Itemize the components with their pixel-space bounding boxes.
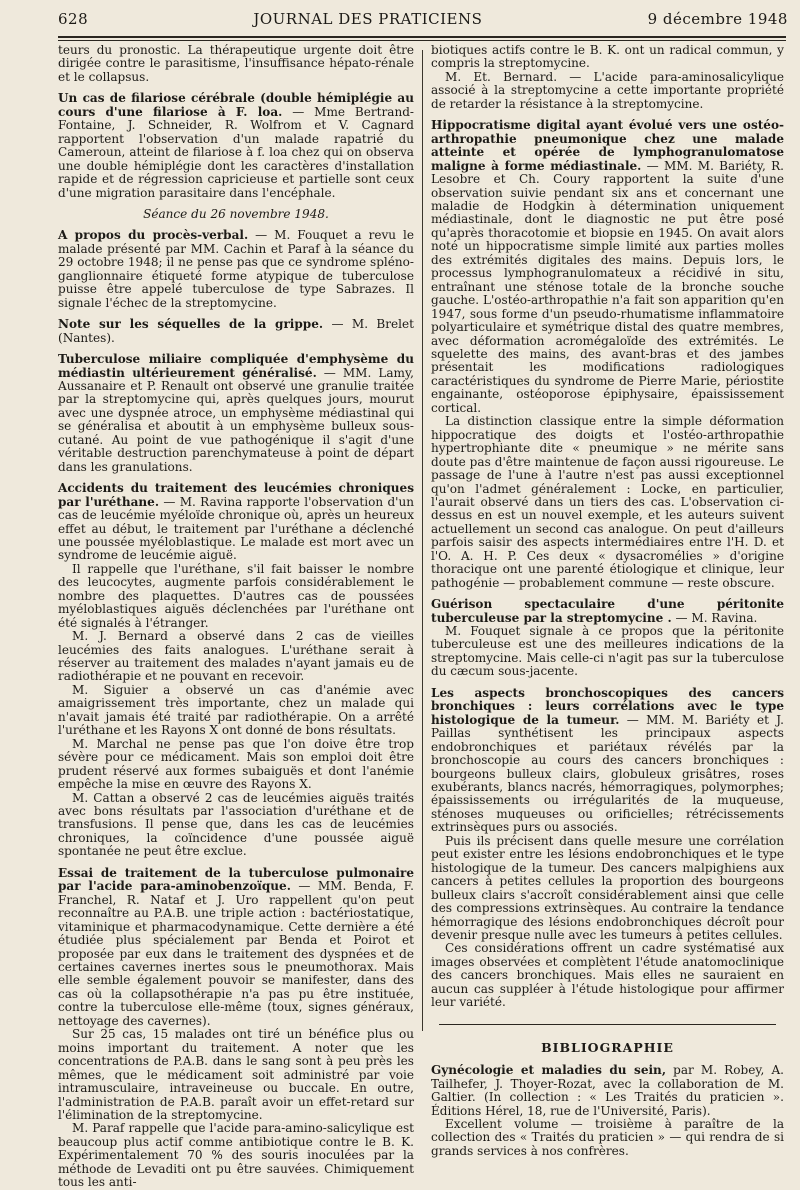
- entry-text: M. Fouquet signale à ce propos que la péritonite tuberculeuse est une des meilleures indications de la streptomycine. Mais celle-ci n'agit pas sur la tuberculose du cæcum sous-jacente.: [431, 624, 784, 679]
- section-rule: [439, 1024, 776, 1025]
- entry-text: — MM. Lamy, Aussanaire et P. Renault ont observé une granulie traitée par la streptomycine qui, après quelques jours, mourut avec une dyspnée atroce, un emphysème médiastinal qui se généralisa et aboutit à un emphysème bulleux sous-cutané. Au point de vue pathogénique il s'agit d'une véritable destruction parenchymateuse à point de départ dans les granulations.: [58, 365, 414, 474]
- paragraph: [431, 415, 784, 590]
- entry-text: teurs du pronostic. La thérapeutique urgente doit être dirigée contre le parasitisme, l'insuffisance hépato-rénale et le collapsus.: [58, 43, 414, 84]
- paragraph: [58, 1028, 414, 1122]
- paragraph: [58, 684, 414, 738]
- paragraph: [431, 625, 784, 679]
- header-rule: [58, 36, 786, 38]
- paragraph: [58, 563, 414, 630]
- entry-heading: Les aspects bronchoscopiques des cancers bronchiques : leurs corrélations avec le type histologique de la tumeur.: [431, 685, 784, 727]
- entry-heading: Un cas de filariose cérébrale (double hémiplégie au cours d'une filariose à F. loa.: [58, 91, 414, 119]
- entry-text: M. Cattan a observé 2 cas de leucémies aiguës traités avec bons résultats par l'association d'uréthane et de transfusions. Il pense que, dans les cas de leucémies chroniques, la coïncidence d'une poussée aiguë spontanée ne peut être exclue.: [58, 790, 414, 859]
- entry-text: — M. Fouquet a revu le malade présenté par MM. Cachin et Paraf à la séance du 29 octobre 1948; il ne pense pas que ce syndrome spléno-ganglionnaire étiqueté forme atypique de tuberculose puisse être appelé tuberculose de type Sabrazes. Il signale l'échec de la streptomycine.: [58, 228, 414, 310]
- entry-text: BIBLIOGRAPHIE: [541, 1039, 674, 1055]
- entry-text: La distinction classique entre la simple déformation hippocratique des doigts et l'ostéo-arthropathie hypertrophiante dite « pneumique » ne mérite sans doute pas d'être maintenue de façon aussi rigoureuse. Le passage de l'une à l'autre n'est pas aussi exceptionnel qu'on l'admet généralement : Locke, en particulier, l'aurait observé dans un tiers des cas. L'observation ci-dessus en est un nouvel exemple, et les auteurs suivent actuellement un second cas analogue. On peut d'ailleurs parfois saisir des aspects intermédiaires entre l'H. D. et l'O. A. H. P. Ces deux « dysacromélies » d'origine thoracique ont une parenté étiologique et clinique, leur pathogénie — probablement commune — reste obscure.: [431, 414, 784, 590]
- entry-heading: Accidents du traitement des leucémies chroniques par l'uréthane.: [58, 481, 414, 509]
- entry-text: M. Siguier a observé un cas d'anémie avec amaigrissement très importante, chez un malade qui n'avait jamais été traité par radiothérapie. On a arrêté l'uréthane et les Rayons X ont donné de bons résultats.: [58, 682, 414, 738]
- entry-heading: A propos du procès-verbal.: [58, 228, 249, 243]
- entry-heading: Essai de traitement de la tuberculose pulmonaire par l'acide para-aminobenzoïque.: [58, 865, 414, 894]
- paragraph: [58, 738, 414, 792]
- entry-text: — M. Ravina rapporte l'observation d'un cas de leucémie myéloïde chronique où, après un heureux effet au début, le traitement par l'uréthane a déclenché une poussée myéloblastique. Le malade est mort avec un syndrome de leucémie aiguë.: [58, 494, 414, 563]
- text-columns: [58, 43, 786, 1190]
- issue-date: 9 décembre 1948: [647, 10, 788, 28]
- paragraph: [431, 44, 784, 71]
- entry-text: biotiques actifs contre le B. K. ont un radical commun, y compris la streptomycine.: [431, 43, 784, 71]
- entry-text: par M. Robey, A. Tailhefer, J. Thoyer-Rozat, avec la collaboration de M. Galtier. (In collection : « Les Traités du praticien ». Éditions Hérel, 18, rue de l'Université, Paris).: [431, 1063, 784, 1118]
- paragraph: [431, 942, 784, 1009]
- entry-text: — Mme Bertrand-Fontaine, J. Schneider, R. Wolfrom et V. Cagnard rapportent l'observation d'un malade rapatrié du Cameroun, atteint de filariose à f. loa chez qui on observa une double hémiplégie dont les caractères d'installation rapide et de régression capricieuse et partielle sont ceux d'une migration parasitaire dans l'encéphale.: [58, 104, 414, 200]
- entry-heading: Tuberculose miliaire compliquée d'emphysème du médiastin ultérieurement généralisé.: [58, 352, 414, 380]
- article-entry: [58, 482, 414, 563]
- paragraph: [431, 1118, 784, 1158]
- column-divider: [422, 50, 423, 1031]
- paragraph: [431, 835, 784, 943]
- entry-text: — MM. Benda, F. Franchel, R. Nataf et J. Uro rappellent qu'on peut reconnaître au P.A.B. une triple action : bactériostatique, vitaminique et pharmacodynamique. Cette dernière a été étudiée plus spécialement par Benda et Poirot et proposée par eux dans le traitement des dyspnées et de certaines cavernes inertes sous le pneumothorax. Mais elle semble également pouvoir se manifester, dans des cas où la collapsothérapie n'a pas pu être instituée, contre la tuberculose elle-même (toux, signes généraux, nettoyage des cavernes).: [58, 879, 414, 1028]
- paragraph: [58, 792, 414, 859]
- session-date: [58, 208, 414, 221]
- article-entry: [58, 92, 414, 200]
- left-column: [58, 43, 414, 1190]
- entry-text: Sur 25 cas, 15 malades ont tiré un bénéfice plus ou moins important du traitement. A noter que les concentrations de P.A.B. dans le sang sont à peu près les mêmes, que le médicament soit administré par voie intramusculaire, intraveineuse ou buccale. En outre, l'administration de P.A.B. paraît avoir un effet-retard sur l'élimination de la streptomycine.: [58, 1027, 414, 1122]
- right-column: [431, 43, 784, 1158]
- header-rule-thin: [58, 40, 786, 41]
- entry-text: M. Paraf rappelle que l'acide para-amino-salicylique est beaucoup plus actif comme antibiotique contre le B. K. Expérimentalement 70 % des souris inoculées par la méthode de Levaditi ont pu être sauvées. Chimiquement tous les anti-: [58, 1121, 414, 1190]
- entry-text: — M. Brelet (Nantes).: [58, 317, 414, 345]
- article-entry: [431, 687, 784, 835]
- paragraph: [58, 1122, 414, 1189]
- entry-heading: Guérison spectaculaire d'une péritonite tuberculeuse par la streptomycine .: [431, 597, 784, 625]
- entry-text: Il rappelle que l'uréthane, s'il fait baisser le nombre des leucocytes, augmente parfois considérablement le nombre des plaquettes. D'autres cas de poussées myéloblastiques aiguës déclenchées par l'uréthane ont été signalés à l'étranger.: [58, 561, 414, 630]
- entry-text: — MM. M. Bariéty et J. Paillas synthétisent les principaux aspects endobronchiques et pariétaux révélés par la bronchoscopie au cours des cancers bronchiques : bourgeons bulleux clairs, globuleux grisâtres, roses exubérants, blancs nacrés, hémorragiques, polymorphes; épaississements ou irrégularités de la muqueuse, sténoses muqueuses ou orificielles; rétrécissements extrinsèques purs ou associés.: [431, 712, 784, 835]
- journal-title: JOURNAL DES PRATICIENS: [253, 10, 483, 28]
- entry-text: M. J. Bernard a observé dans 2 cas de vieilles leucémies des faits analogues. L'uréthane serait à réserver au traitement des malades n'ayant jamais eu de radiothérapie et ne pouvant en recevoir.: [58, 629, 414, 684]
- article-entry: [58, 318, 414, 345]
- entry-text: Puis ils précisent dans quelle mesure une corrélation peut exister entre les lésions endobronchiques et le type histologique de la tumeur. Des cancers malpighiens aux cancers à petites cellules la proportion des bourgeons bulleux clairs s'accroît considérablement ainsi que celle des compressions extrinsèques. Au contraire la tendance hémorragique des lésions endobronchiques décroît pour devenir presque nulle avec les tumeurs à petites cellules.: [431, 833, 784, 942]
- article-entry: [58, 353, 414, 474]
- page-number: 628: [58, 10, 89, 28]
- paragraph: [58, 630, 414, 684]
- article-entry: [431, 1064, 784, 1118]
- entry-text: M. Marchal ne pense pas que l'on doive être trop sévère pour ce médicament. Mais son emploi doit être prudent réservé aux formes subaiguës et dont l'anémie empêche la mise en œuvre des Rayons X.: [58, 736, 414, 792]
- article-entry: [58, 867, 414, 1028]
- entry-text: M. Et. Bernard. — L'acide para-aminosalicylique associé à la streptomycine a cette importante propriété de retarder la résistance à la streptomycine.: [431, 69, 784, 111]
- bibliography-heading: [431, 1041, 784, 1054]
- article-entry: [431, 119, 784, 415]
- entry-text: Séance du 26 novembre 1948.: [143, 206, 329, 221]
- paragraph: [431, 71, 784, 111]
- article-entry: [431, 598, 784, 625]
- entry-heading: Gynécologie et maladies du sein,: [431, 1063, 667, 1078]
- entry-text: — M. Ravina.: [671, 610, 758, 625]
- entry-text: Excellent volume — troisième à paraître de la collection des « Traités du praticien » — qui rendra de si grands services à nos confrères.: [431, 1116, 784, 1158]
- page-header: [58, 10, 788, 32]
- paragraph: [58, 44, 414, 84]
- entry-heading: Note sur les séquelles de la grippe.: [58, 317, 324, 332]
- entry-heading: Hippocratisme digital ayant évolué vers une ostéo-arthropathie pneumonique chez une malade atteinte et opérée de lymphogranulomatose maligne à forme médiastinale.: [431, 118, 784, 173]
- entry-text: — MM. M. Bariéty, R. Lesobre et Ch. Coury rapportent la suite d'une observation suivie pendant six ans et concernant une maladie de Hodgkin à détermination uniquement médiastinale, dont le diagnostic ne put être posé qu'après thoracotomie et biopsie en 1945. On avait alors noté un hippocratisme simple limité aux parties molles des extrémités digitales des mains. Depuis lors, le processus lymphogranulomateux a récidivé in situ, entraînant une sténose totale de la bronche souche gauche. L'ostéo-arthropathie n'a fait son apparition qu'en 1947, sous forme d'un pseudo-rhumatisme inflammatoire polyarticulaire et symétrique distal des quatre membres, avec déformation acromégaloïde des extrémités. Le squelette des mains, des avant-bras et des jambes présentait les modifications radiologiques caractéristiques du syndrome de Pierre Marie, périostite engainante, ostéoporose épiphysaire, épaississement cortical.: [431, 158, 784, 415]
- entry-text: Ces considérations offrent un cadre systématisé aux images observées et complètent l'étude anatomoclinique des cancers bronchiques. Mais elles ne sauraient en aucun cas suppléer à l'étude histologique pour affirmer leur variété.: [431, 941, 784, 1010]
- article-entry: [58, 229, 414, 310]
